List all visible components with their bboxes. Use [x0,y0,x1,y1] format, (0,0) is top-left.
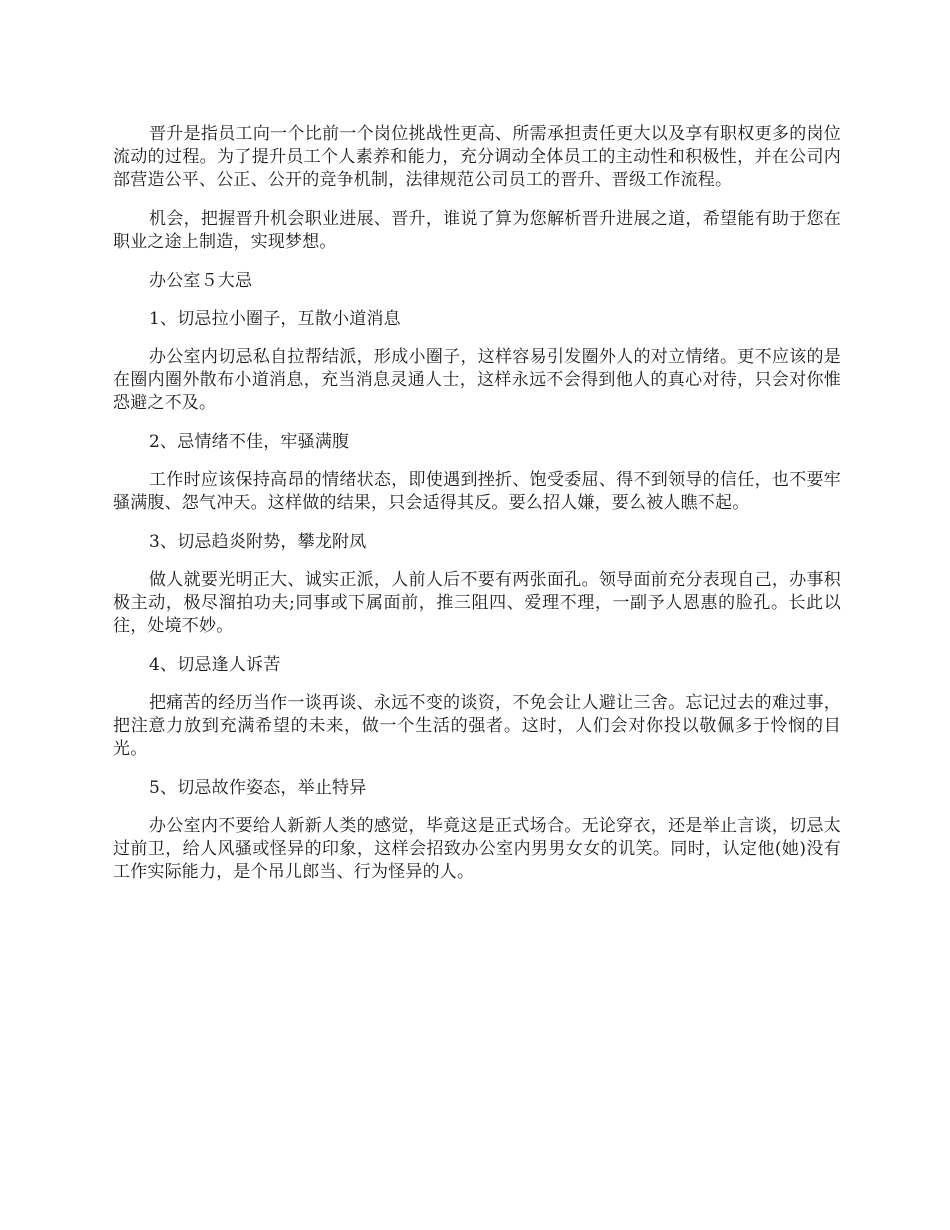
document-body [113,123,841,900]
item-3-body: 做人就要光明正大、诚实正派，人前人后不要有两张面孔。领导面前充分表现自己，办事积极主动，极尽溜拍功夫;同事或下属面前，推三阻四、爱理不理，一副予人恩惠的脸孔。长此以往，处境不妙。 [113,570,841,636]
section-title: 办公室５大忌 [149,271,253,291]
item-1-body: 办公室内切忌私自拉帮结派，形成小圈子，这样容易引发圈外人的对立情绪。更不应该的是在圈内圈外散布小道消息，充当消息灵通人士，这样永远不会得到他人的真心对待，只会对你惟恐避之不及。 [113,347,841,413]
item-3-heading: 3、切忌趋炎附势，攀龙附凤 [149,532,367,552]
item-2-heading: 2、忌情绪不佳，牢骚满腹 [149,432,350,452]
item-4-body: 把痛苦的经历当作一谈再谈、永远不变的谈资，不免会让人避让三舍。忘记过去的难过事，把注意力放到充满希望的未来，做一个生活的强者。这时，人们会对你投以敬佩多于怜悯的目光。 [113,693,841,759]
item-4-heading: 4、切忌逢人诉苦 [149,655,281,675]
item-1-heading: 1、切忌拉小圈子，互散小道消息 [149,309,401,329]
intro-paragraph-2: 机会，把握晋升机会职业进展、晋升，谁说了算为您解析晋升进展之道，希望能有助于您在职业之途上制造，实现梦想。 [113,209,841,252]
intro-paragraph-1: 晋升是指员工向一个比前一个岗位挑战性更高、所需承担责任更大以及享有职权更多的岗位流动的过程。为了提升员工个人素养和能力，充分调动全体员工的主动性和积极性，并在公司内部营造公平、公正、公开的竞争机制，法律规范公司员工的晋升、晋级工作流程。 [113,124,841,190]
item-5-heading: 5、切忌故作姿态，举止特异 [149,778,367,798]
item-2-body: 工作时应该保持高昂的情绪状态，即使遇到挫折、饱受委屈、得不到领导的信任，也不要牢骚满腹、怨气冲天。这样做的结果，只会适得其反。要么招人嫌，要么被人瞧不起。 [113,470,841,513]
item-5-body: 办公室内不要给人新新人类的感觉，毕竟这是正式场合。无论穿衣，还是举止言谈，切忌太过前卫，给人风骚或怪异的印象，这样会招致办公室内男男女女的讥笑。同时，认定他(她)没有工作实际能力，是个吊儿郎当、行为怪异的人。 [113,816,841,882]
